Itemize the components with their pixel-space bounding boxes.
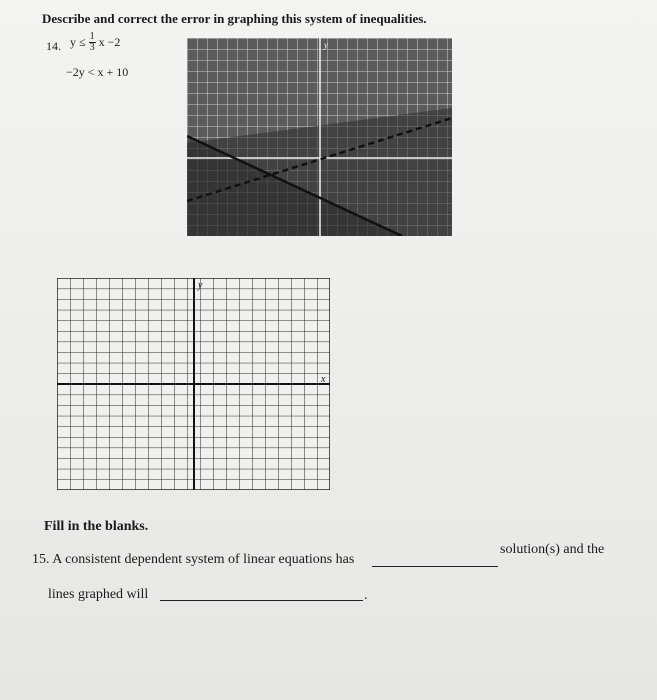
x-axis-label: x xyxy=(321,374,326,385)
blank-graph xyxy=(57,278,330,490)
question-15-continuation: solution(s) and the xyxy=(500,542,605,557)
section-title: Fill in the blanks. xyxy=(44,519,149,534)
question-15-line2: lines graphed will xyxy=(48,587,149,602)
inequality-1 xyxy=(70,32,120,53)
sentence-end: . xyxy=(364,588,368,603)
inequality-1-lhs: y ≤ xyxy=(70,35,86,49)
question-15-text: 15. A consistent dependent system of linear equations has xyxy=(32,552,355,567)
answer-blank-1[interactable] xyxy=(372,566,498,567)
instruction-text: Describe and correct the error in graphing this system of inequalities. xyxy=(42,11,427,26)
shaded-graph xyxy=(187,38,452,236)
answer-blank-2[interactable] xyxy=(160,600,363,601)
inequality-2: −2y < x + 10 xyxy=(66,65,129,79)
y-axis-label: y xyxy=(324,40,328,50)
problem-number: 14. xyxy=(46,39,61,53)
fraction-numerator: 1 xyxy=(89,31,95,42)
y-axis-label: y xyxy=(198,280,203,291)
inequality-1-rhs: x −2 xyxy=(98,35,121,49)
fraction-denominator: 3 xyxy=(89,42,95,53)
fraction xyxy=(89,32,96,53)
